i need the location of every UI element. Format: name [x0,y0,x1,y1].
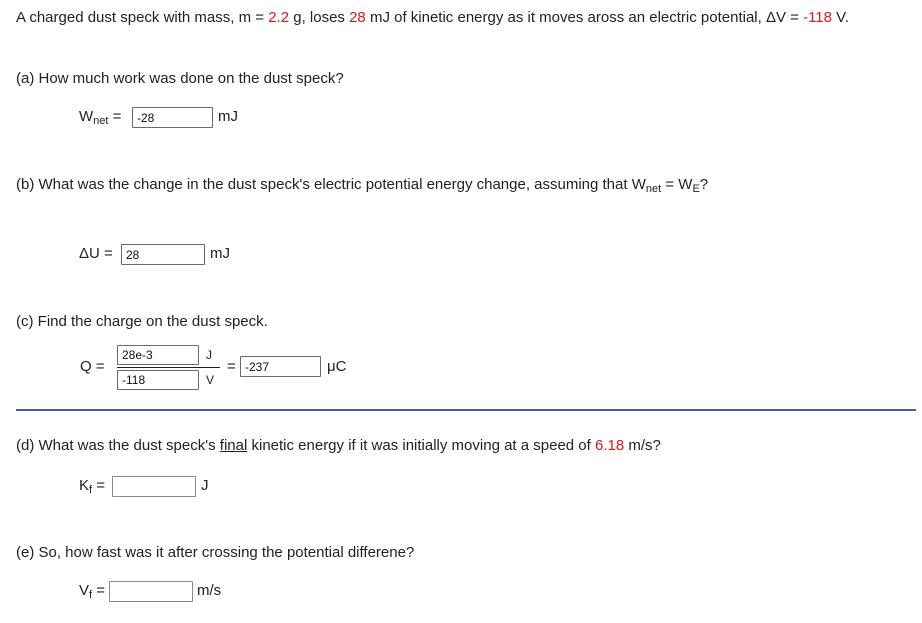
q-equals: = [227,358,236,375]
kf-label [79,477,105,496]
part-e-question: (e) So, how fast was it after crossing the potential differene? [16,544,415,561]
part-b-text-1: (b) What was the change in the dust speck's electric potential energy change, assuming that W [16,176,646,193]
numerator-unit: J [206,348,212,362]
kf-input[interactable] [112,476,196,497]
part-d-text-3: m/s? [624,437,661,454]
part-d-question [16,437,661,454]
section-divider [16,409,916,411]
denominator-input[interactable] [117,370,199,390]
part-d-text-1: (d) What was the dust speck's [16,437,220,454]
problem-statement [16,9,849,26]
kf-label-sub: f [89,484,93,496]
charge-input[interactable] [240,356,321,377]
problem-text-4: V. [832,9,849,26]
delta-u-input[interactable] [121,244,205,265]
wnet-label [79,108,121,127]
wnet-label-main: W [79,108,94,125]
part-b-question [16,176,708,195]
q-label: Q = [80,358,105,375]
wnet-label-sub: net [93,115,109,127]
fraction-line [117,367,220,368]
problem-text-1: A charged dust speck with mass, m = [16,9,269,26]
kf-equals: = [92,477,106,494]
kf-unit: J [201,477,209,494]
part-b-sub-2: E [692,183,700,195]
delta-u-unit: mJ [210,245,230,262]
part-c-question: (c) Find the charge on the dust speck. [16,313,268,330]
part-b-text-3: ? [699,176,709,193]
problem-text-3: mJ of kinetic energy as it moves aross an electric potential, ΔV = [365,9,804,26]
mass-value: 2.2 [268,9,290,26]
wnet-input[interactable] [132,107,213,128]
ke-loss-value: 28 [349,9,366,26]
wnet-equals: = [108,108,122,125]
charge-unit: μC [327,358,347,375]
wnet-unit: mJ [218,108,238,125]
numerator-input[interactable] [117,345,199,365]
vf-label-sub: f [89,589,93,601]
speed-value: 6.18 [594,437,625,454]
part-b-sub-1: net [645,183,662,195]
part-b-text-2: = W [661,176,693,193]
vf-label-main: V [79,582,90,599]
denominator-unit: V [206,373,215,387]
kf-label-main: K [79,477,90,494]
part-d-text-2: kinetic energy if it was initially moving at a speed of [247,437,595,454]
delta-v-value: -118 [803,9,832,26]
part-a-question: (a) How much work was done on the dust speck? [16,70,344,87]
problem-text-2: g, loses [289,9,350,26]
delta-u-label: ΔU = [79,245,113,262]
vf-unit: m/s [197,582,222,599]
vf-label [79,582,105,601]
part-d-final: final [219,437,248,454]
vf-equals: = [92,582,106,599]
vf-input[interactable] [109,581,193,602]
